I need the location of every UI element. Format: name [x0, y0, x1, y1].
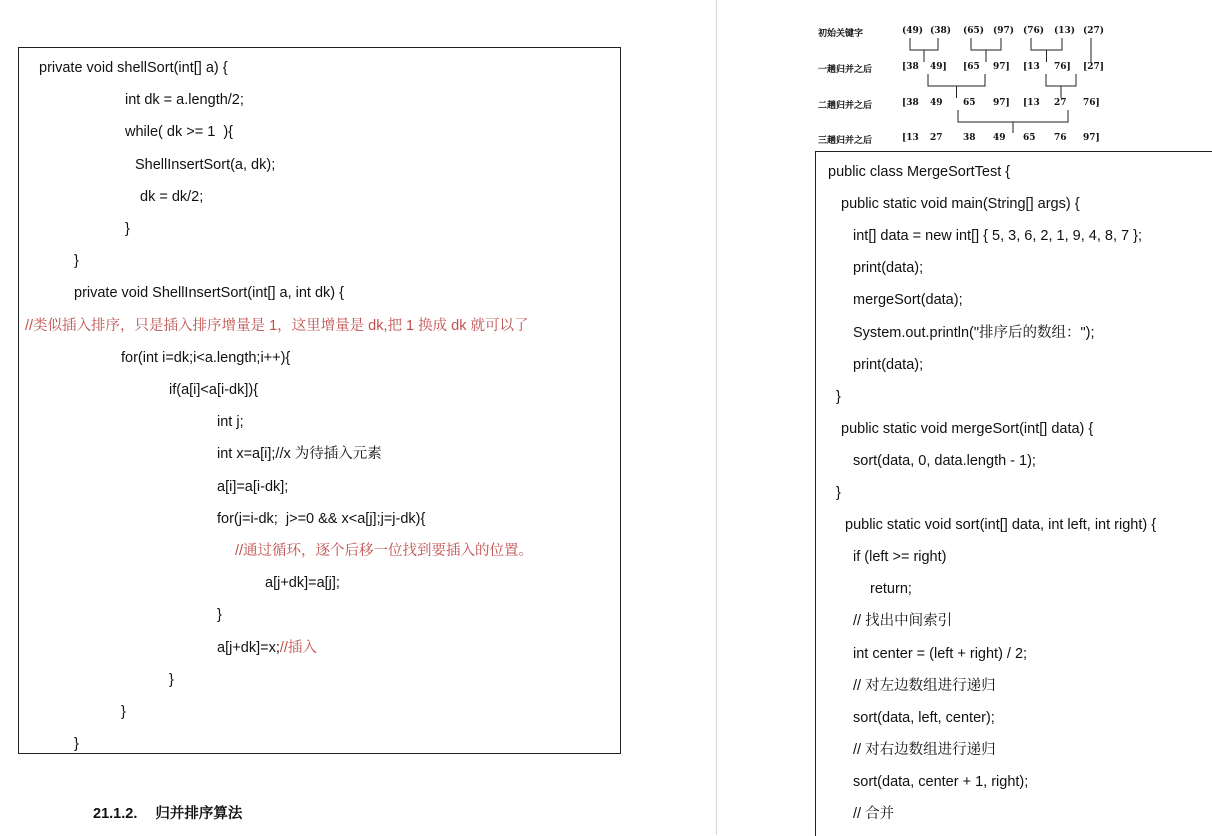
code-line: public static void sort(int[] data, int left, int right) { [845, 517, 1157, 534]
diagram-cell: (65) [963, 26, 985, 36]
diagram-cell: 97] [993, 62, 1010, 72]
diagram-row-label: 二趟归并之后 [818, 101, 873, 111]
code-line: } [836, 485, 841, 501]
diagram-cell: [13 [1023, 62, 1040, 72]
diagram-cell: 49 [930, 98, 943, 108]
diagram-cell: 49] [930, 62, 947, 72]
code-line: int x=a[i];//x 为待插入元素 [217, 446, 382, 463]
section-heading [93, 802, 242, 823]
diagram-cell: 97] [993, 98, 1010, 108]
code-line: while( dk >= 1 ){ [125, 124, 233, 141]
diagram-cell: (27) [1083, 26, 1105, 36]
diagram-cell: [13 [902, 133, 919, 143]
code-line: private void ShellInsertSort(int[] a, int dk) { [74, 285, 344, 302]
merge-connector-lines [818, 20, 1118, 150]
code-line: for(int i=dk;i<a.length;i++){ [121, 349, 291, 366]
code-line: } [217, 607, 222, 624]
code-line: // 对右边数组进行递归 [853, 741, 996, 758]
code-line: int[] data = new int[] { 5, 3, 6, 2, 1, 9, 4, 8, 7 }; [853, 228, 1142, 245]
code-line: // 找出中间索引 [853, 613, 953, 630]
diagram-cell: 76] [1083, 98, 1100, 108]
code-line: } [169, 671, 174, 688]
section-title: 归并排序算法 [155, 806, 243, 822]
merge-bracket [910, 38, 938, 62]
merge-bracket [1046, 74, 1076, 98]
merge-bracket [971, 38, 1001, 62]
merge-sort-diagram [818, 20, 1118, 150]
code-line: // 合并 [853, 806, 895, 822]
code-line: sort(data, 0, data.length - 1); [853, 452, 1036, 469]
diagram-cell: (76) [1023, 26, 1045, 36]
section-number: 21.1.2. [93, 806, 138, 822]
code-line: //类似插入排序，只是插入排序增量是 1，这里增量是 dk,把 1 换成 dk 就可以了 [25, 317, 529, 334]
diagram-row-label: 一趟归并之后 [818, 65, 873, 75]
code-line: print(data); [853, 356, 924, 373]
diagram-row-label: 初始关键字 [818, 29, 864, 39]
code-line: dk = dk/2; [140, 188, 204, 205]
code-line: } [836, 388, 841, 405]
code-line: public static void mergeSort(int[] data) { [841, 420, 1094, 437]
code-line: } [125, 221, 130, 237]
code-line: sort(data, center + 1, right); [853, 773, 1029, 790]
code-line: a[i]=a[i-dk]; [217, 478, 289, 495]
code-line: } [74, 253, 79, 270]
diagram-cell: 65 [963, 98, 976, 108]
code-line: mergeSort(data); [853, 292, 963, 309]
diagram-cell: 49 [993, 133, 1006, 143]
diagram-cell: [38 [902, 98, 919, 108]
code-line: public static void main(String[] args) { [841, 196, 1080, 213]
diagram-cell: 38 [963, 133, 976, 143]
code-line: int dk = a.length/2; [125, 92, 244, 109]
diagram-cell: 97] [1083, 133, 1100, 143]
code-line: for(j=i-dk; j>=0 && x<a[j];j=j-dk){ [217, 510, 426, 527]
code-line: int center = (left + right) / 2; [853, 645, 1028, 662]
merge-bracket [928, 74, 985, 98]
merge-sort-code-block [815, 151, 1212, 836]
code-line: a[j+dk]=a[j]; [265, 575, 340, 592]
diagram-cell: (97) [993, 26, 1015, 36]
code-line: } [74, 736, 79, 753]
shell-sort-code-block [18, 47, 621, 754]
merge-bracket [1031, 38, 1062, 62]
code-line: // 对左边数组进行递归 [853, 677, 996, 694]
code-line: if(a[i]<a[i-dk]){ [169, 382, 259, 398]
diagram-cell: (38) [930, 26, 952, 36]
diagram-cell: 76] [1054, 62, 1071, 72]
diagram-cell: [27] [1083, 62, 1105, 72]
diagram-cell: 76 [1054, 133, 1067, 143]
diagram-cell: 27 [930, 133, 943, 143]
code-line: sort(data, left, center); [853, 709, 995, 726]
inline-comment: //插入 [279, 639, 317, 656]
code-line: System.out.println("排序后的数组："); [853, 324, 1095, 341]
code-line: //通过循环，逐个后移一位找到要插入的位置。 [235, 543, 534, 559]
code-line: return; [870, 581, 912, 598]
diagram-cell: [13 [1023, 98, 1040, 108]
diagram-cell: 27 [1054, 98, 1067, 108]
merge-bracket [958, 110, 1068, 133]
diagram-cell: 65 [1023, 133, 1036, 143]
code-line: private void shellSort(int[] a) { [39, 60, 228, 76]
diagram-cell: [38 [902, 62, 919, 72]
code-line: a[j+dk]=x;//插入 [217, 639, 317, 656]
diagram-cell: [65 [963, 62, 980, 72]
code-line: } [121, 704, 126, 720]
code-line: print(data); [853, 260, 924, 277]
diagram-cell: (13) [1054, 26, 1076, 36]
code-line: public class MergeSortTest { [828, 164, 1011, 180]
code-line: int j; [217, 414, 244, 431]
diagram-row-label: 三趟归并之后 [818, 136, 873, 146]
code-line: if (left >= right) [853, 549, 947, 566]
diagram-cell: (49) [902, 26, 924, 36]
code-line: ShellInsertSort(a, dk); [135, 156, 276, 173]
page-divider [716, 0, 717, 835]
